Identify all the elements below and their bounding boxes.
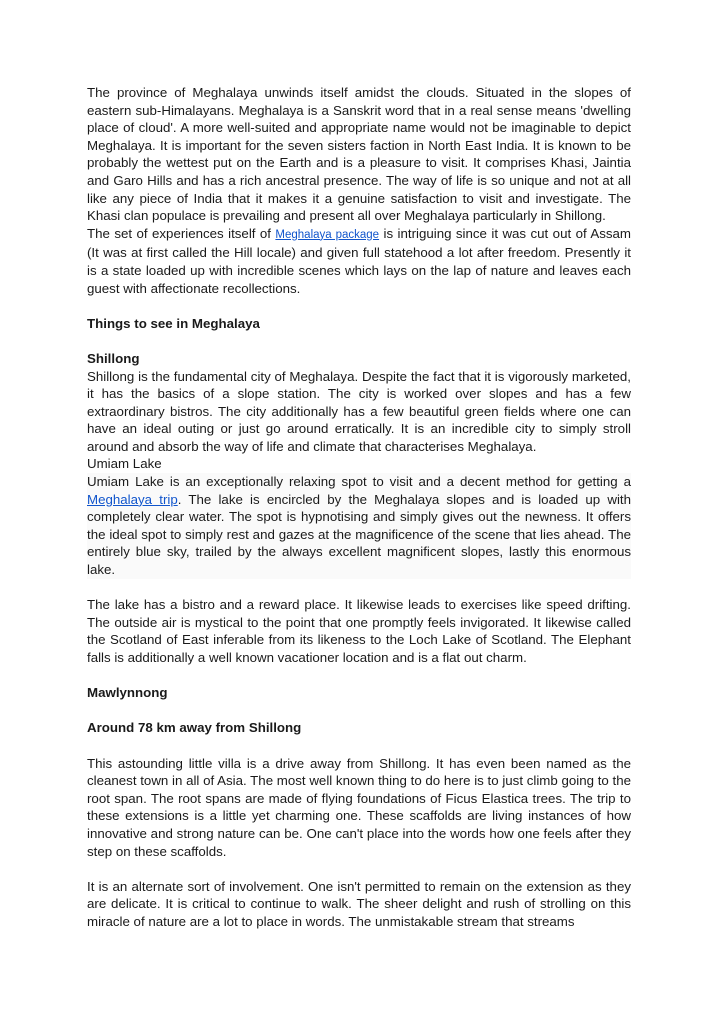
document-page xyxy=(87,84,631,931)
meghalaya-package-link[interactable]: Meghalaya package xyxy=(275,228,380,241)
umiam-text-end: . The lake is encircled by the Meghalaya slopes and is loaded up with completely clear water. The spot is hypnotising and simply gives out the newness. It offers the ideal spot to simply rest and gazes at the magnificence of the scene that lies ahead. The entirely blue sky, trailed by the always excellent magnificent slopes, lastly this enormous lake. xyxy=(87,491,631,578)
umiam-lake-paragraph xyxy=(87,473,631,579)
shillong-heading: Shillong xyxy=(87,350,140,366)
lake-bistro-paragraph: The lake has a bistro and a reward place. It likewise leads to exercises like speed drifting. The outside air is mystical to the point that one promptly feels invigorated. It likewise called the Scotland of East inferable from its likeness to the Loch Lake of Scotland. The Elephant falls is additionally a well known vacationer location and is a flat out charm. xyxy=(87,597,631,665)
mawlynnong-heading: Mawlynnong xyxy=(87,685,168,701)
mawlynnong-distance-heading: Around 78 km away from Shillong xyxy=(87,720,302,736)
umiam-lake-heading: Umiam Lake xyxy=(87,456,162,472)
history-paragraph xyxy=(87,225,631,297)
meghalaya-trip-link[interactable]: Meghalaya trip xyxy=(87,491,178,507)
umiam-text-start: Umiam Lake is an exceptionally relaxing spot to visit and a decent method for getting a xyxy=(87,474,631,490)
history-text-end: is intriguing since it was cut out of Assam (It was at first called the Hill locale) and given full statehood a lot after freedom. Presently it is a state loaded up with incredible scenes which lays on the lap of nature and leaves each guest with affectionate recollections. xyxy=(87,225,631,296)
shillong-paragraph: Shillong is the fundamental city of Meghalaya. Despite the fact that it is vigorously marketed, it has the basics of a slope station. The city is worked over slopes and has a few extraordinary bistros. The city additionally has a few beautiful green fields where one can have an ideal outing or just go around erratically. It is an incredible city to simply stroll around and absorb the way of life and climate that characterises Meghalaya. xyxy=(87,368,631,454)
mawlynnong-paragraph-2: It is an alternate sort of involvement. One isn't permitted to remain on the extension as they are delicate. It is critical to continue to walk. The sheer delight and rush of strolling on this miracle of nature are a lot to place in words. The unmistakable stream that streams xyxy=(87,878,631,929)
history-text-start: The set of experiences itself of xyxy=(87,225,276,241)
mawlynnong-paragraph-1: This astounding little villa is a drive away from Shillong. It has even been named as the cleanest town in all of Asia. The most well known thing to do here is to just climb going to the root span. The root spans are made of flying foundations of Ficus Elastica trees. The trip to these extensions is a little yet charming one. These scaffolds are living instances of how innovative and strong nature can be. One can't place into the words how one feels after they step on these scaffolds. xyxy=(87,755,631,859)
intro-paragraph: The province of Meghalaya unwinds itself amidst the clouds. Situated in the slopes of eastern sub-Himalayans. Meghalaya is a Sanskrit word that in a real sense means 'dwelling place of cloud'. A more well-suited and appropriate name would not be imaginable to depict Meghalaya. It is important for the seven sisters faction in North East India. It is known to be probably the wettest put on the Earth and is a pleasure to visit. It comprises Khasi, Jaintia and Garo Hills and has a rich ancestral presence. The way of life is so unique and not at all like any piece of India that it makes it a genuine satisfaction to visit and investigate. The Khasi clan populace is prevailing and present all over Meghalaya particularly in Shillong. xyxy=(87,85,631,224)
things-to-see-heading: Things to see in Meghalaya xyxy=(87,315,260,331)
